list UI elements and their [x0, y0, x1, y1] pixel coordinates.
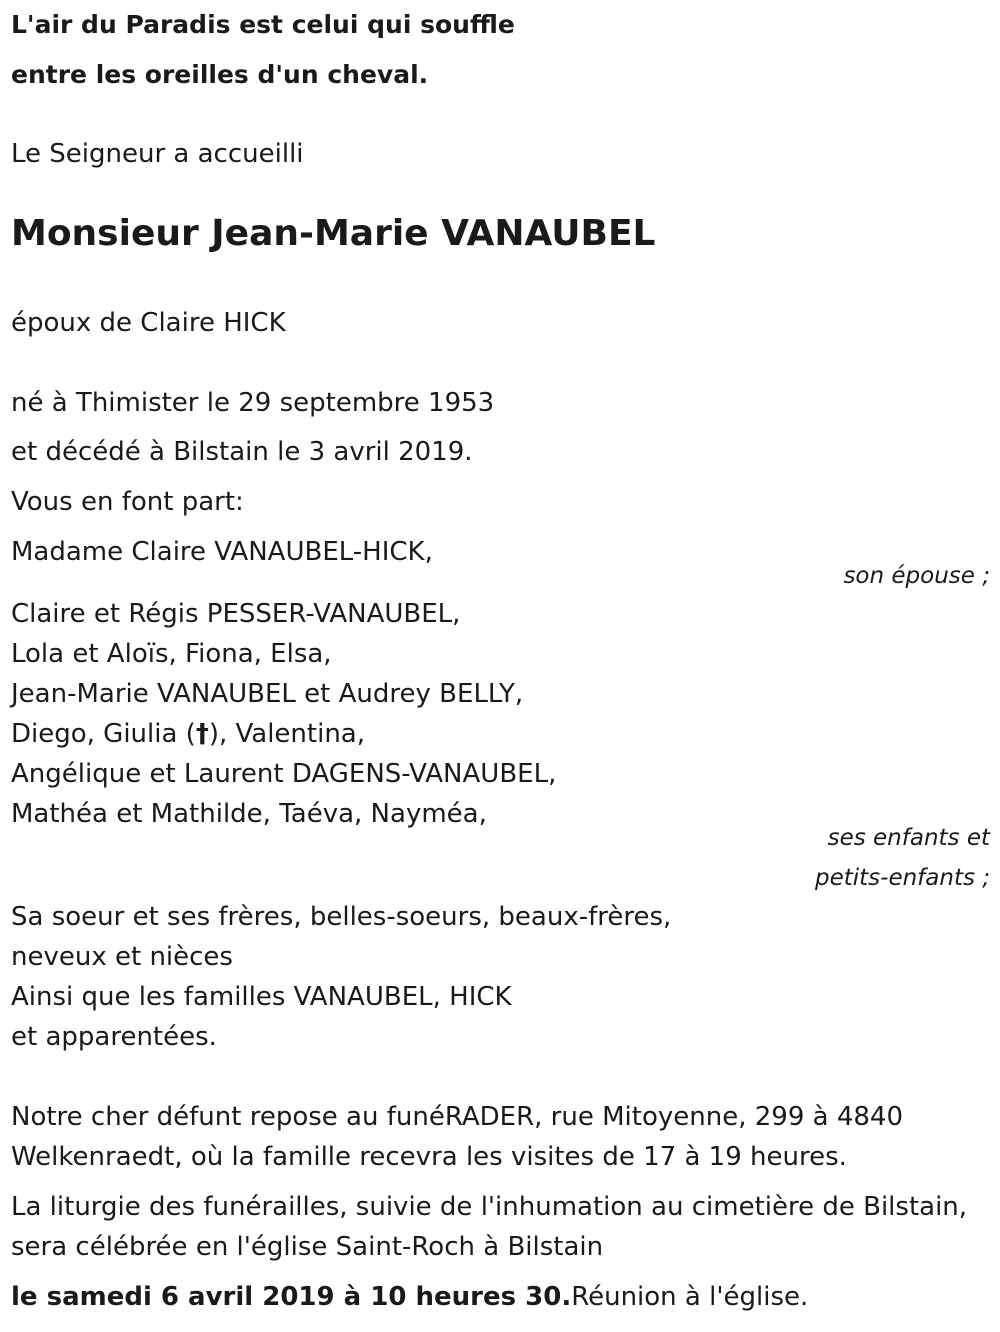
death-line: et décédé à Bilstain le 3 avril 2019. [11, 437, 473, 467]
family-line-4: et apparentées. [11, 1022, 217, 1052]
spouse-line: époux de Claire HICK [11, 308, 286, 338]
children-line-4 [11, 718, 365, 750]
deceased-name: Monsieur Jean-Marie VANAUBEL [11, 213, 656, 254]
ceremony-line [11, 1281, 808, 1313]
children-line-1: Claire et Régis PESSER-VANAUBEL, [11, 599, 461, 629]
ceremony-date: le samedi 6 avril 2019 à 10 heures 30. [11, 1282, 572, 1312]
children-relation-2: petits-enfants ; [814, 865, 990, 891]
announce-line: Vous en font part: [11, 487, 244, 517]
liturgy-line-1: La liturgie des funérailles, suivie de l'inhumation au cimetière de Bilstain, [11, 1192, 968, 1222]
quote-line-2: entre les oreilles d'un cheval. [11, 60, 429, 89]
family-line-3: Ainsi que les familles VANAUBEL, HICK [11, 982, 512, 1012]
cross-icon: † [195, 719, 209, 749]
family-line-2: neveux et nièces [11, 942, 233, 972]
children-line-4-start: Diego, Giulia ( [11, 719, 196, 749]
children-line-2: Lola et Aloïs, Fiona, Elsa, [11, 639, 332, 669]
liturgy-line-2: sera célébrée en l'église Saint-Roch à Bilstain [11, 1232, 604, 1262]
children-line-3: Jean-Marie VANAUBEL et Audrey BELLY, [11, 679, 524, 709]
ceremony-meeting: Réunion à l'église. [571, 1282, 809, 1312]
family-line-1: Sa soeur et ses frères, belles-soeurs, beaux-frères, [11, 902, 672, 932]
spouse-relation: son épouse ; [843, 563, 990, 589]
children-line-4-end: ), Valentina, [208, 719, 365, 749]
intro-text: Le Seigneur a accueilli [11, 139, 304, 169]
children-line-5: Angélique et Laurent DAGENS-VANAUBEL, [11, 759, 557, 789]
rest-line-1: Notre cher défunt repose au funéRADER, rue Mitoyenne, 299 à 4840 [11, 1102, 903, 1132]
children-line-6: Mathéa et Mathilde, Taéva, Nayméa, [11, 799, 487, 829]
quote-line-1: L'air du Paradis est celui qui souffle [11, 10, 515, 39]
children-relation-1: ses enfants et [827, 825, 990, 851]
rest-line-2: Welkenraedt, où la famille recevra les visites de 17 à 19 heures. [11, 1142, 847, 1172]
spouse-name: Madame Claire VANAUBEL-HICK, [11, 537, 433, 567]
birth-line: né à Thimister le 29 septembre 1953 [11, 388, 495, 418]
